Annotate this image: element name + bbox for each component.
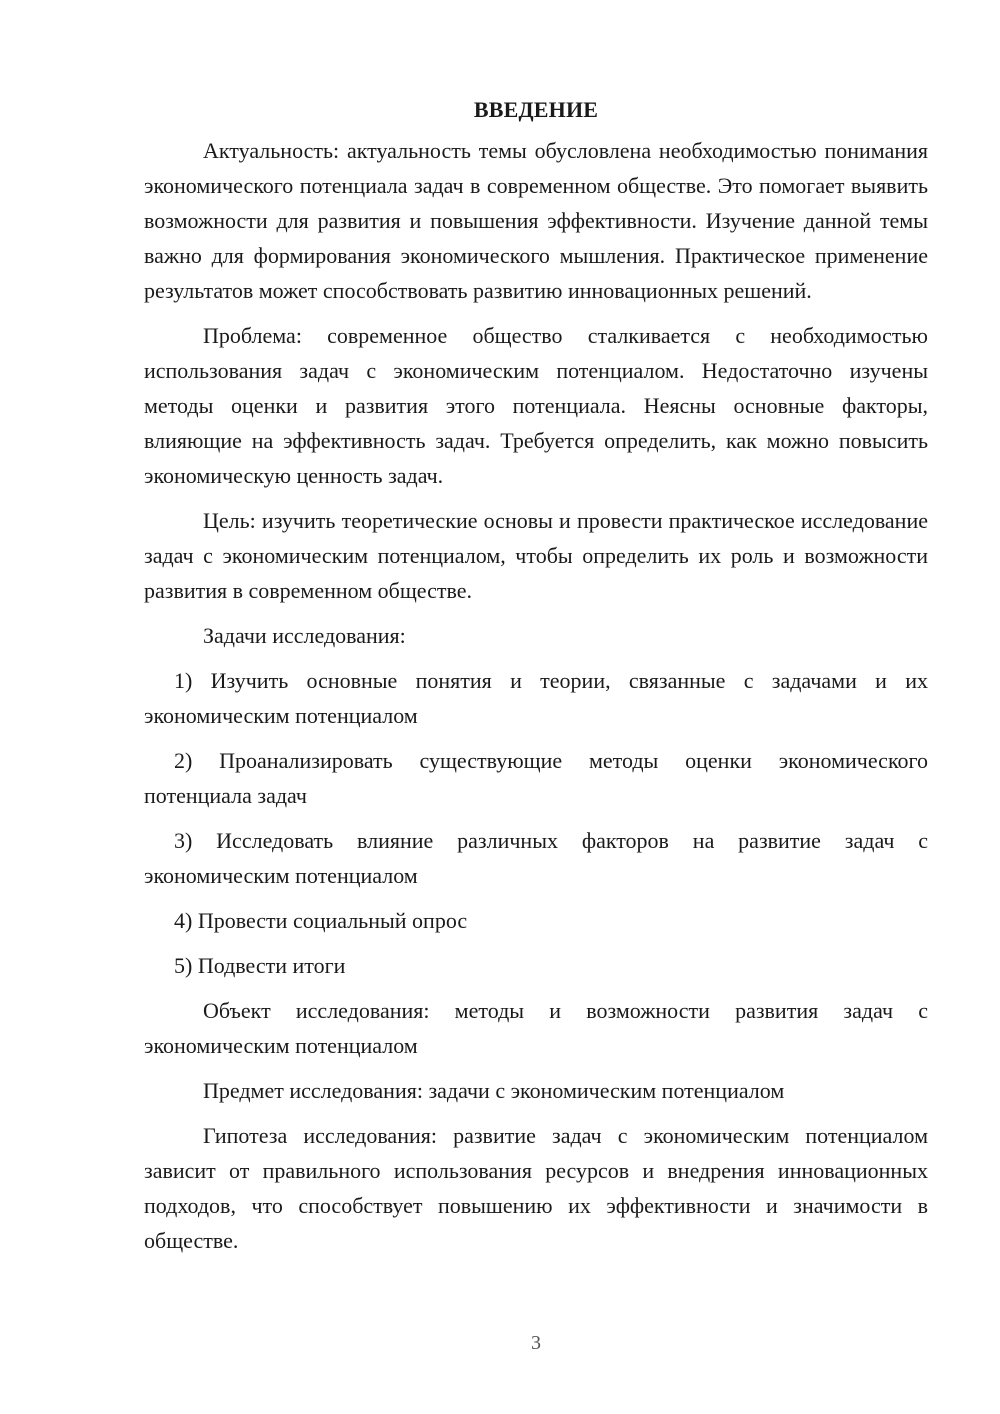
- task-item-5: 5) Подвести итоги: [174, 953, 346, 978]
- task-item-4: 4) Провести социальный опрос: [174, 908, 468, 933]
- tasks-heading: Задачи исследования:: [203, 623, 406, 648]
- goal-paragraph: Цель: изучить теоретические основы и провести практическое исследование задач с экономическим потенциалом, чтобы определить их роль и возможности развития в современном обществе.: [144, 508, 928, 603]
- hypothesis-paragraph: Гипотеза исследования: развитие задач с экономическим потенциалом зависит от правильного использования ресурсов и внедрения инновационных подходов, что способствует повышению их эффективности и значимости в обществе.: [144, 1123, 928, 1253]
- page-number: 3: [531, 1332, 541, 1354]
- task-item-2: 2) Проанализировать существующие методы оценки экономического потенциала задач: [144, 748, 928, 808]
- subject-paragraph: Предмет исследования: задачи с экономическим потенциалом: [203, 1078, 785, 1103]
- task-item-1: 1) Изучить основные понятия и теории, связанные с задачами и их экономическим потенциалом: [144, 668, 928, 728]
- page-title: ВВЕДЕНИЕ: [473, 97, 599, 122]
- document-page: [144, 92, 928, 1268]
- problem-paragraph: Проблема: современное общество сталкивается с необходимостью использования задач с экономическим потенциалом. Недостаточно изучены методы оценки и развития этого потенциала. Неясны основные факторы, влияющие на эффективность задач. Требуется определить, как можно повысить экономическую ценность задач.: [144, 323, 928, 488]
- object-paragraph: Объект исследования: методы и возможности развития задач с экономическим потенциалом: [144, 998, 928, 1058]
- task-item-3: 3) Исследовать влияние различных факторов на развитие задач с экономическим потенциалом: [144, 828, 928, 888]
- relevance-paragraph: Актуальность: актуальность темы обусловлена необходимостью понимания экономического потенциала задач в современном обществе. Это помогает выявить возможности для развития и повышения эффективности. Изучение данной темы важно для формирования экономического мышления. Практическое применение результатов может способствовать развитию инновационных решений.: [144, 138, 928, 303]
